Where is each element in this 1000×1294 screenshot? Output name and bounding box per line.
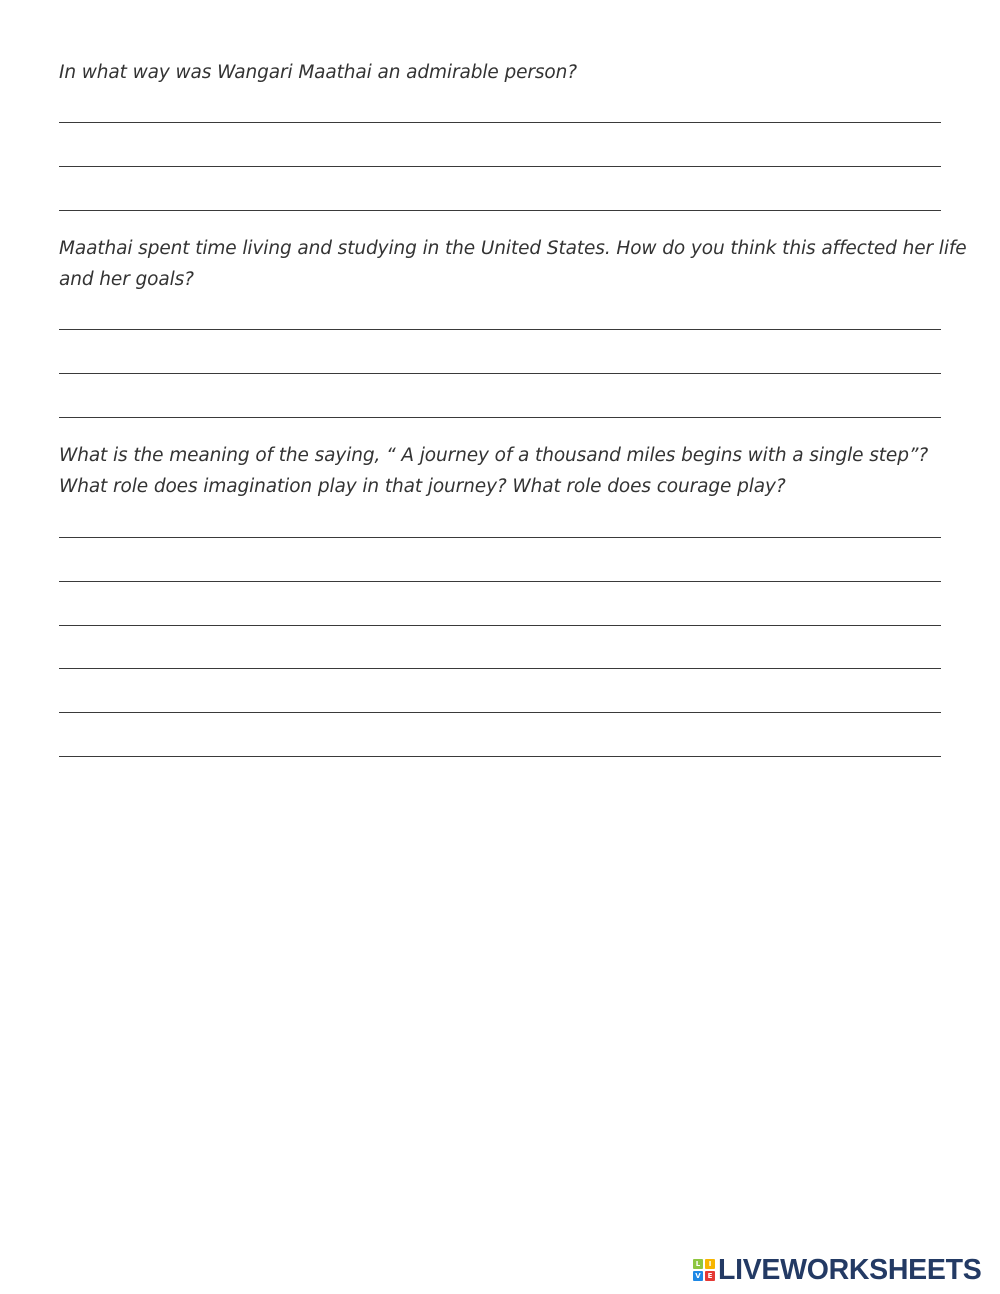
question-3-text-line-2: What role does imagination play in that journey? What role does courage play? bbox=[59, 476, 786, 497]
answer-line-1-1[interactable] bbox=[59, 122, 941, 123]
answer-line-3-2[interactable] bbox=[59, 581, 941, 582]
answer-line-2-1[interactable] bbox=[59, 329, 941, 330]
question-2-text-line-1: Maathai spent time living and studying in the United States. How do you think this affected her life bbox=[59, 238, 967, 259]
logo-icon-letter-v: V bbox=[693, 1271, 703, 1281]
answer-line-3-1[interactable] bbox=[59, 537, 941, 538]
answer-line-2-2[interactable] bbox=[59, 373, 941, 374]
logo-icon-letter-l: L bbox=[693, 1259, 703, 1269]
logo-icon-letter-i: I bbox=[705, 1259, 715, 1269]
logo-icon-letter-e: E bbox=[705, 1271, 715, 1281]
question-1 bbox=[59, 57, 949, 88]
liveworksheets-logo-icon bbox=[693, 1259, 715, 1281]
answer-line-3-3[interactable] bbox=[59, 625, 941, 626]
question-2 bbox=[59, 233, 967, 295]
answer-line-1-2[interactable] bbox=[59, 166, 941, 167]
question-1-text: In what way was Wangari Maathai an admirable person? bbox=[59, 62, 577, 83]
answer-line-2-3[interactable] bbox=[59, 417, 941, 418]
liveworksheets-logo-text: LIVEWORKSHEETS bbox=[718, 1254, 982, 1286]
answer-line-3-6[interactable] bbox=[59, 756, 941, 757]
answer-line-3-4[interactable] bbox=[59, 668, 941, 669]
question-2-text-line-2: and her goals? bbox=[59, 269, 194, 290]
question-3 bbox=[59, 440, 949, 502]
liveworksheets-logo bbox=[693, 1256, 981, 1284]
answer-line-3-5[interactable] bbox=[59, 712, 941, 713]
answer-line-1-3[interactable] bbox=[59, 210, 941, 211]
question-3-text-line-1: What is the meaning of the saying, “ A journey of a thousand miles begins with a single step”? bbox=[59, 445, 929, 466]
